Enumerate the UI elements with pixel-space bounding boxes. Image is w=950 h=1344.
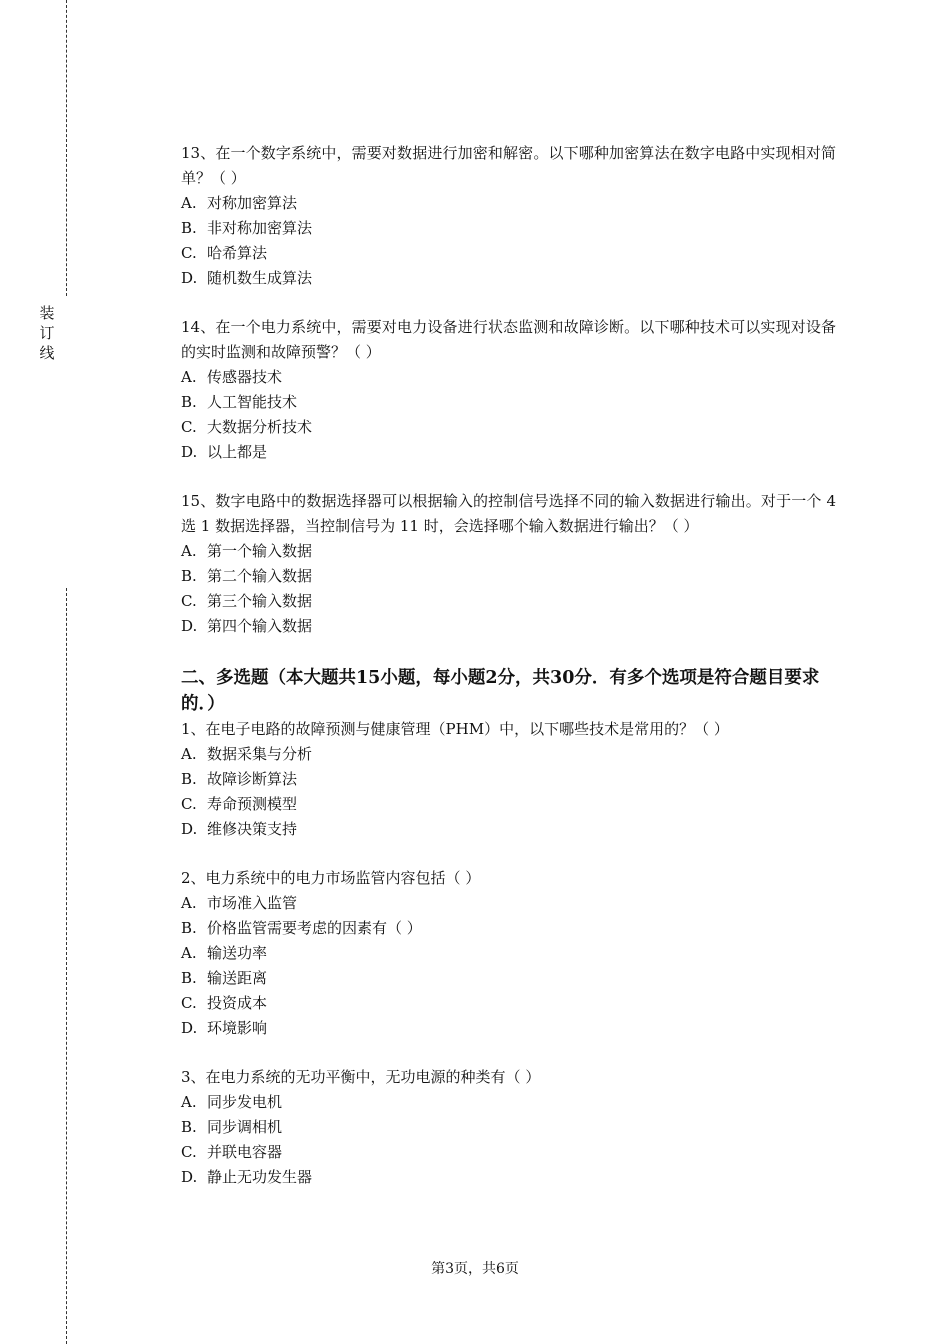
question-multi-3 — [181, 1065, 836, 1190]
option-a[interactable]: A. 第一个输入数据 — [181, 542, 313, 560]
option-d[interactable]: D. 随机数生成算法 — [181, 269, 313, 287]
binding-label — [37, 303, 57, 363]
question-stem: 2、电力系统中的电力市场监管内容包括（ ） — [181, 869, 481, 887]
question-14 — [181, 315, 836, 465]
option-c[interactable]: C. 寿命预测模型 — [181, 795, 298, 813]
question-multi-1 — [181, 717, 836, 842]
question-stem: 1、在电子电路的故障预测与健康管理（PHM）中，以下哪些技术是常用的？（ ） — [181, 720, 729, 738]
option-b[interactable]: B. 第二个输入数据 — [181, 567, 313, 585]
option-a[interactable]: A. 数据采集与分析 — [181, 745, 313, 763]
option-b[interactable]: B. 故障诊断算法 — [181, 770, 298, 788]
binding-char: 装 — [39, 304, 55, 322]
option-d[interactable]: D. 静止无功发生器 — [181, 1168, 313, 1186]
question-stem: 14、在一个电力系统中，需要对电力设备进行状态监测和故障诊断。以下哪种技术可以实现对设备的实时监测和故障预警？（ ） — [181, 318, 836, 361]
option-d[interactable]: D. 以上都是 — [181, 443, 268, 461]
binding-line-top — [66, 0, 67, 296]
exam-content — [181, 141, 836, 1190]
option-d[interactable]: D. 维修决策支持 — [181, 820, 298, 838]
option-c[interactable]: C. 哈希算法 — [181, 244, 268, 262]
option-c[interactable]: C. 大数据分析技术 — [181, 418, 313, 436]
option-a[interactable]: A. 市场准入监管 — [181, 894, 298, 912]
option-a[interactable]: A. 同步发电机 — [181, 1093, 283, 1111]
option-b[interactable]: B. 价格监管需要考虑的因素有（ ） — [181, 919, 422, 937]
question-13 — [181, 141, 836, 291]
question-multi-2 — [181, 866, 836, 1041]
question-stem: 13、在一个数字系统中，需要对数据进行加密和解密。以下哪种加密算法在数字电路中实现相对简单？（ ） — [181, 144, 836, 187]
option-a[interactable]: A. 输送功率 — [181, 944, 268, 962]
option-b[interactable]: B. 非对称加密算法 — [181, 219, 313, 237]
option-c[interactable]: C. 第三个输入数据 — [181, 592, 313, 610]
section-title: 二、多选题（本大题共15小题，每小题2分，共30分．有多个选项是符合题目要求的．） — [181, 668, 820, 714]
option-c[interactable]: C. 并联电容器 — [181, 1143, 283, 1161]
option-b[interactable]: B. 同步调相机 — [181, 1118, 283, 1136]
binding-char: 订 — [39, 324, 55, 342]
question-stem: 3、在电力系统的无功平衡中，无功电源的种类有（ ） — [181, 1068, 541, 1086]
question-15 — [181, 489, 836, 639]
option-c[interactable]: C. 投资成本 — [181, 994, 268, 1012]
binding-char: 线 — [39, 344, 55, 362]
page-footer: 第3页，共6页 — [431, 1261, 519, 1277]
option-b[interactable]: B. 人工智能技术 — [181, 393, 298, 411]
binding-line-bottom — [66, 588, 67, 1344]
question-stem: 15、数字电路中的数据选择器可以根据输入的控制信号选择不同的输入数据进行输出。对于一个 4 选 1 数据选择器，当控制信号为 11 时，会选择哪个输入数据进行输出？（ ） — [181, 492, 836, 535]
option-a[interactable]: A. 传感器技术 — [181, 368, 283, 386]
option-a[interactable]: A. 对称加密算法 — [181, 194, 298, 212]
option-d[interactable]: D. 第四个输入数据 — [181, 617, 313, 635]
option-b[interactable]: B. 输送距离 — [181, 969, 268, 987]
option-d[interactable]: D. 环境影响 — [181, 1019, 268, 1037]
